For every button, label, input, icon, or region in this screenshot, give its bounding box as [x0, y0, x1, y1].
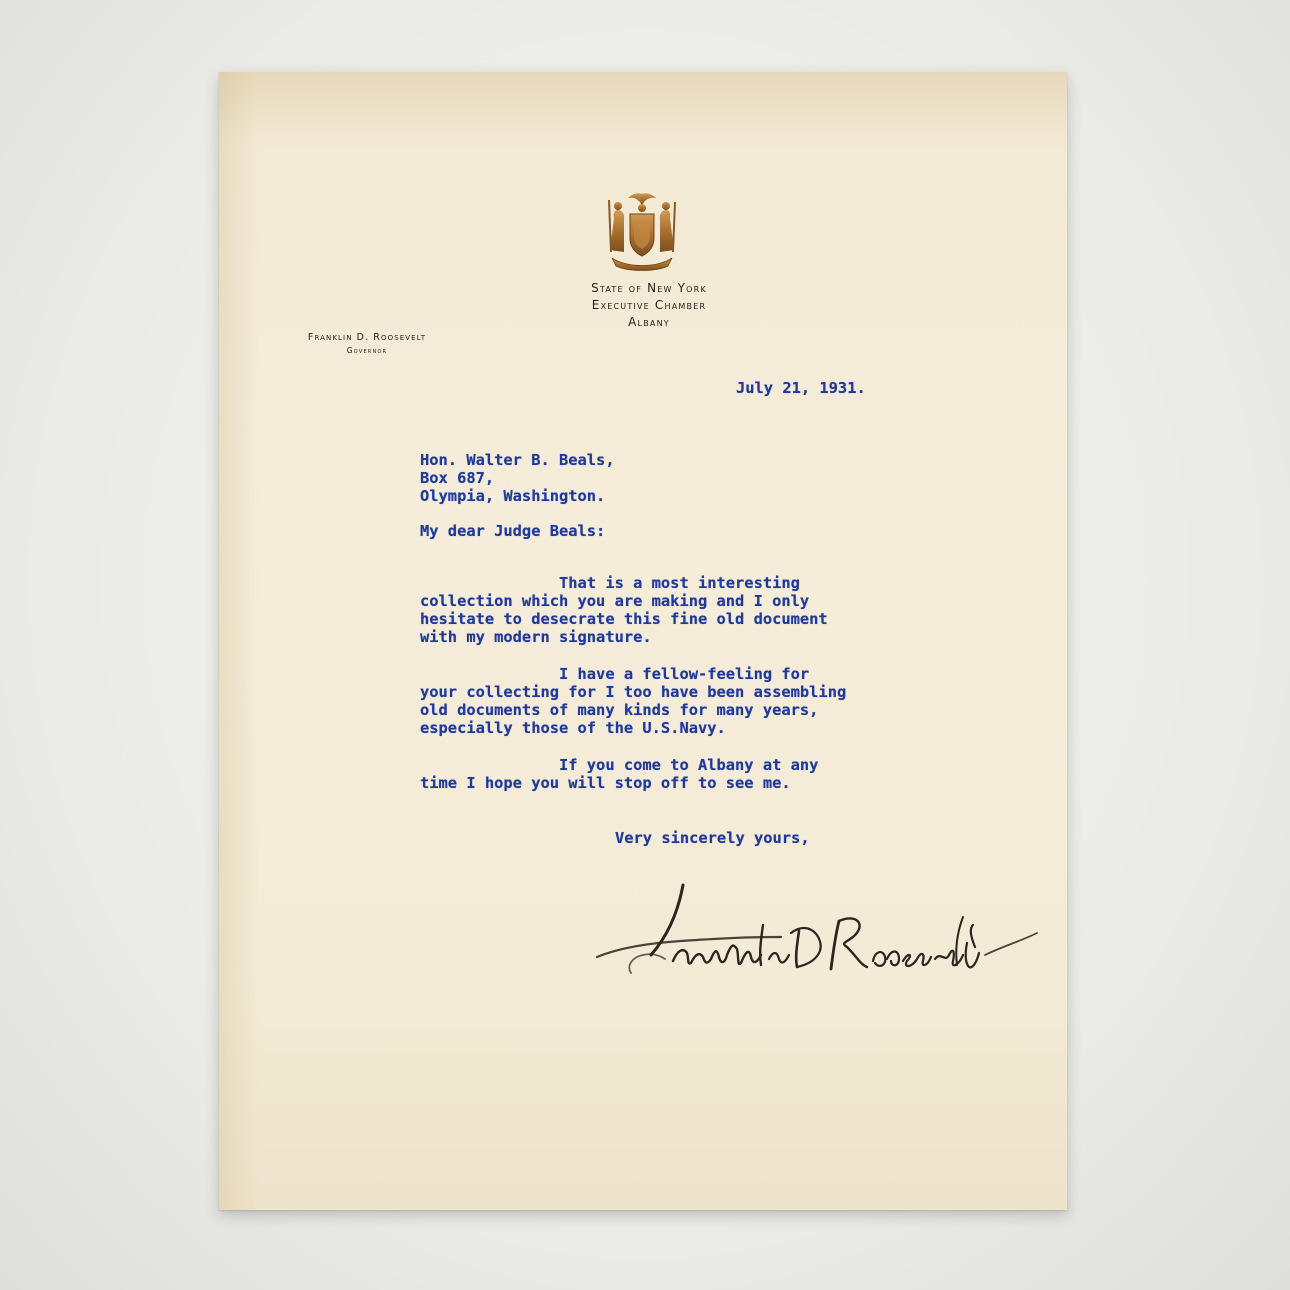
governor-block [277, 331, 457, 357]
body-line: collection which you are making and I only [420, 592, 810, 610]
salutation: My dear Judge Beals: [420, 522, 606, 540]
body-paragraph-1 [420, 574, 828, 646]
body-line: especially those of the U.S.Navy. [420, 719, 726, 737]
body-line: That is a most interesting [420, 574, 800, 592]
letterhead-line-state: State of New York [591, 281, 707, 295]
letter-date: July 21, 1931. [736, 379, 866, 397]
body-line: I have a fellow-feeling for [420, 665, 810, 683]
letterhead-line-chamber: Executive Chamber [591, 298, 707, 312]
body-line: with my modern signature. [420, 628, 652, 646]
body-line: old documents of many kinds for many years, [420, 701, 819, 719]
recipient-line: Box 687, [420, 469, 495, 487]
recipient-line: Olympia, Washington. [420, 487, 606, 505]
body-line: hesitate to desecrate this fine old document [420, 610, 828, 628]
state-seal-icon [596, 190, 688, 274]
complimentary-close: Very sincerely yours, [615, 829, 810, 847]
recipient-address [420, 451, 615, 505]
letter-sheet [219, 72, 1067, 1210]
body-paragraph-2 [420, 665, 846, 737]
letterhead-line-city: Albany [628, 315, 670, 329]
handwritten-signature [591, 877, 1041, 997]
letterhead-address [529, 280, 769, 331]
body-line: If you come to Albany at any [420, 756, 819, 774]
governor-title: Governor [346, 346, 388, 355]
body-paragraph-3 [420, 756, 818, 792]
governor-name: Franklin D. Roosevelt [307, 332, 427, 343]
recipient-line: Hon. Walter B. Beals, [420, 451, 615, 469]
body-line: time I hope you will stop off to see me. [420, 774, 791, 792]
body-line: your collecting for I too have been assembling [420, 683, 847, 701]
